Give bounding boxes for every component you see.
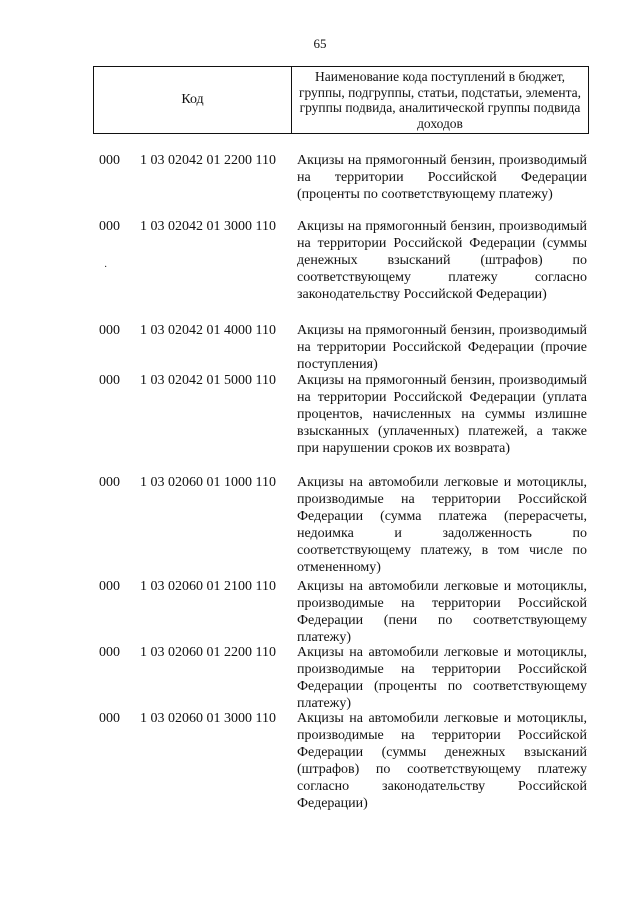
revenue-code: 1 03 02042 01 4000 110: [140, 323, 276, 338]
table-row: [0, 218, 640, 322]
admin-code: 000: [99, 373, 120, 388]
revenue-code: 1 03 02042 01 2200 110: [140, 153, 276, 168]
admin-code: 000: [99, 219, 120, 234]
admin-code: 000: [99, 579, 120, 594]
revenue-name: Акцизы на автомобили легковые и мотоциклы, производимые на территории Российской Федерации (суммы денежных взысканий (штрафов) по соответствующему платежу согласно законодательству Российской Федерации): [297, 711, 587, 811]
admin-code: 000: [99, 323, 120, 338]
revenue-code: 1 03 02060 01 2200 110: [140, 645, 276, 660]
revenue-name: Акцизы на прямогонный бензин, производимый на территории Российской Федерации (суммы денежных взысканий (штрафов) по соответствующему платежу согласно законодательству Российской Федерации): [297, 219, 587, 302]
revenue-name: Акцизы на прямогонный бензин, производимый на территории Российской Федерации (уплата процентов, начисленных на суммы излишне взысканных (уплаченных) платежей, а также при нарушении сроков их возврата): [297, 373, 587, 456]
revenue-name: Акцизы на прямогонный бензин, производимый на территории Российской Федерации (проценты по соответствующему платежу): [297, 153, 587, 202]
admin-code: 000: [99, 475, 120, 490]
revenue-code: 1 03 02060 01 3000 110: [140, 711, 276, 726]
table-row: [0, 710, 640, 814]
admin-code: 000: [99, 645, 120, 660]
revenue-name: Акцизы на автомобили легковые и мотоциклы, производимые на территории Российской Федерации (пени по соответствующему платежу): [297, 579, 587, 645]
table-row: [0, 372, 640, 474]
table-row: [0, 322, 640, 372]
header-name-label: Наименование кода поступлений в бюджет, группы, подгруппы, статьи, подстатьи, элемента, группы подвида, аналитической группы подвида доходов: [298, 69, 582, 131]
page-number: 65: [313, 36, 327, 51]
admin-code: 000: [99, 153, 120, 168]
admin-code: 000: [99, 711, 120, 726]
header-code-label: Код: [94, 67, 292, 133]
table-row: [0, 578, 640, 644]
revenue-name: Акцизы на автомобили легковые и мотоциклы, производимые на территории Российской Федерации (проценты по соответствующему платежу): [297, 645, 587, 711]
table-body: [0, 152, 640, 814]
revenue-code: 1 03 02060 01 2100 110: [140, 579, 276, 594]
table-row: [0, 474, 640, 578]
revenue-name: Акцизы на прямогонный бензин, производимый на территории Российской Федерации (прочие поступления): [297, 323, 587, 372]
revenue-code: 1 03 02060 01 1000 110: [140, 475, 276, 490]
revenue-code: 1 03 02042 01 3000 110: [140, 219, 276, 234]
table-row: [0, 644, 640, 710]
scan-dot: ·: [104, 262, 108, 273]
revenue-name: Акцизы на автомобили легковые и мотоциклы, производимые на территории Российской Федерации (сумма платежа (перерасчеты, недоимка и задолженность по соответствующему платежу, в том числе по отмененному): [297, 475, 587, 575]
table-header: [93, 66, 589, 134]
table-row: [0, 152, 640, 218]
revenue-code: 1 03 02042 01 5000 110: [140, 373, 276, 388]
